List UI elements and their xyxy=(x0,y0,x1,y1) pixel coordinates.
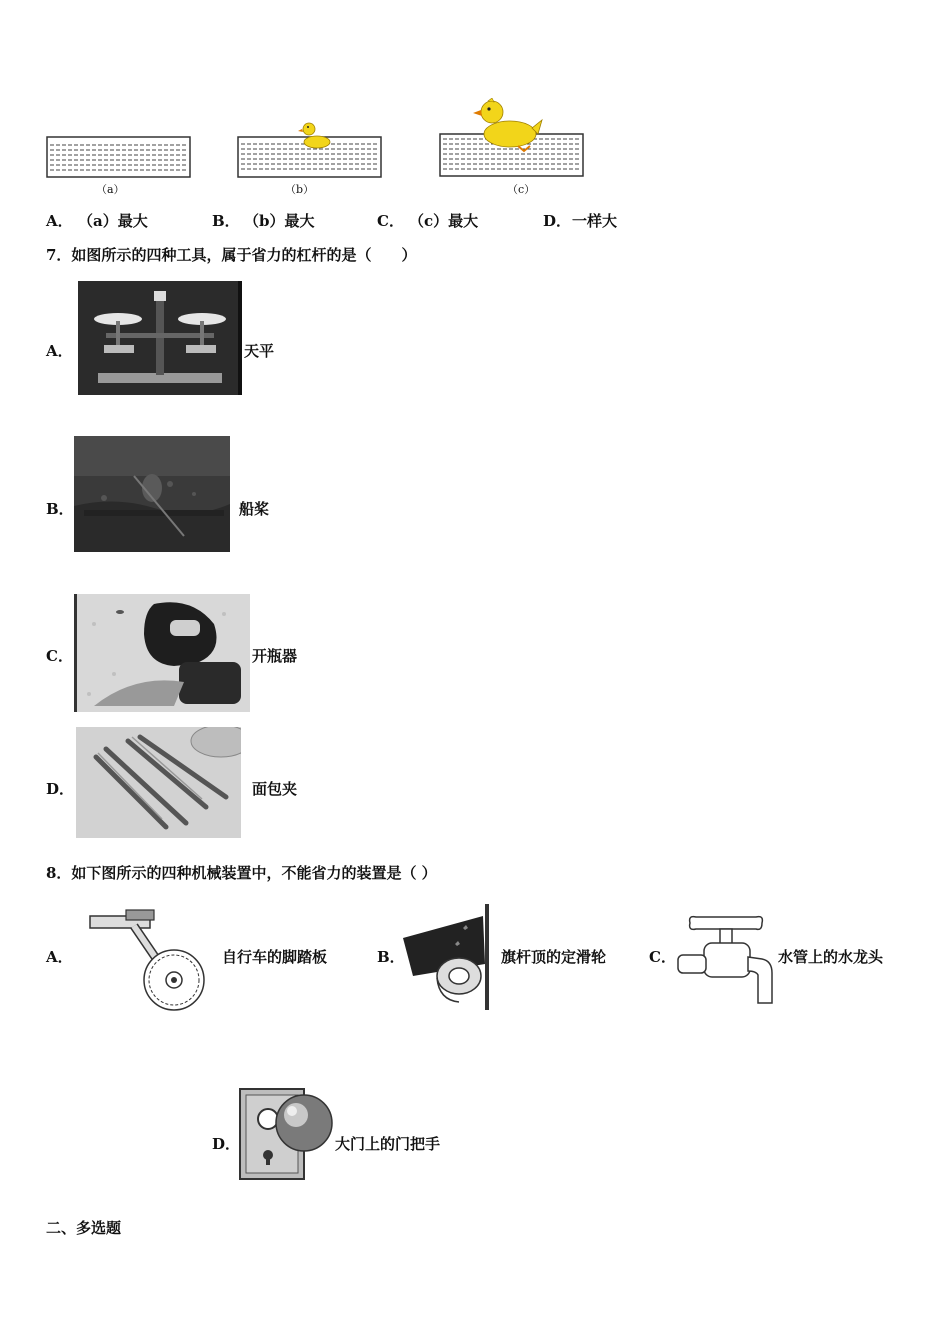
balance-scale-photo xyxy=(78,281,242,395)
flagpole-pulley-icon xyxy=(403,904,499,1010)
q7-stem: 7．如图所示的四种工具，属于省力的杠杆的是（ ） xyxy=(46,246,417,264)
q7-option-b-text: 船桨 xyxy=(239,500,270,518)
bicycle-pedal-icon xyxy=(86,904,220,1012)
q8-option-d-text: 大门上的门把手 xyxy=(335,1135,441,1153)
q8-option-b-letter: B． xyxy=(377,948,405,966)
figure-b-water-tank xyxy=(237,118,383,181)
section-2-heading: 二、多选题 xyxy=(46,1219,122,1237)
q6-option-a-text: （a）最大 xyxy=(78,212,148,230)
q8-option-c-text: 水管上的水龙头 xyxy=(778,948,884,966)
q6-option-b-letter: B． xyxy=(212,212,240,230)
q7-option-a-text: 天平 xyxy=(244,342,275,360)
q7-option-c-text: 开瓶器 xyxy=(252,647,298,665)
q8-option-a-letter: A． xyxy=(46,948,73,966)
figure-a-water-tank xyxy=(46,136,192,181)
q8-stem: 8．如下图所示的四种机械装置中，不能省力的装置是（ ） xyxy=(46,864,437,882)
figure-c-water-tank xyxy=(438,98,586,181)
q7-option-a-letter: A． xyxy=(46,342,73,360)
q8-option-d-letter: D． xyxy=(212,1135,241,1153)
figure-label-b: （b） xyxy=(285,183,315,196)
q6-option-d-letter: D． xyxy=(543,212,572,230)
q8-option-b-text: 旗杆顶的定滑轮 xyxy=(501,948,607,966)
q7-option-c-letter: C． xyxy=(46,647,73,665)
bread-tongs-photo xyxy=(76,727,241,838)
figure-label-a: （a） xyxy=(96,183,125,196)
q6-option-c-letter: C． xyxy=(377,212,404,230)
q6-option-b-text: （b）最大 xyxy=(244,212,315,230)
water-tap-icon xyxy=(676,913,776,1008)
boat-oar-photo xyxy=(74,436,230,552)
q8-option-c-letter: C． xyxy=(649,948,676,966)
q7-option-d-letter: D． xyxy=(46,780,75,798)
figure-label-c: （c） xyxy=(507,183,536,196)
q6-option-d-text: 一样大 xyxy=(572,212,618,230)
bottle-opener-photo xyxy=(74,594,250,712)
q6-option-a-letter: A． xyxy=(46,212,73,230)
q6-option-c-text: （c）最大 xyxy=(409,212,479,230)
q8-option-a-text: 自行车的脚踏板 xyxy=(222,948,328,966)
q7-option-d-text: 面包夹 xyxy=(252,780,298,798)
q7-option-b-letter: B． xyxy=(46,500,74,518)
door-knob-icon xyxy=(238,1087,334,1181)
